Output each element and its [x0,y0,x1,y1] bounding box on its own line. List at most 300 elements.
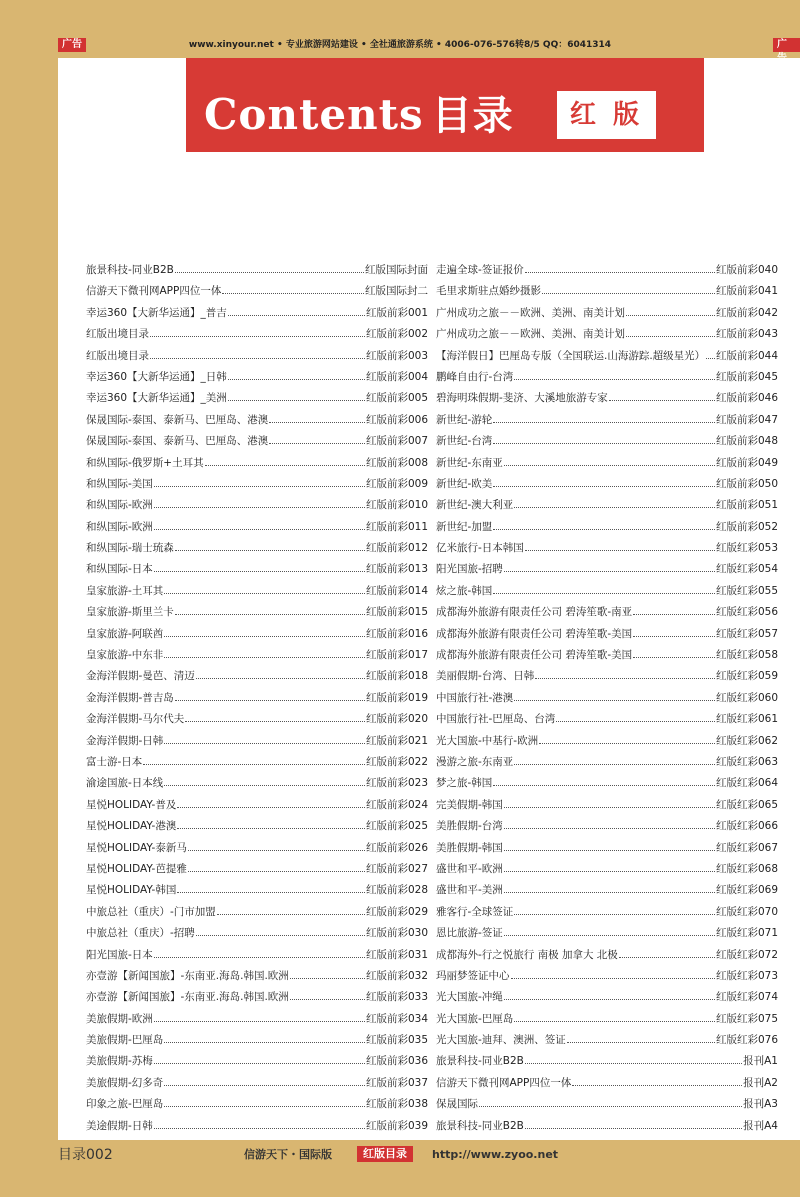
toc-entry[interactable] [436,622,778,643]
toc-entry-title: 信游天下微刊网APP四位一体 [436,1076,572,1089]
toc-entry-page: 红版红彩060 [715,691,778,704]
toc-entry[interactable] [436,1114,778,1135]
title-en: Contents [204,90,424,139]
toc-entry-title: 金海洋假期-普吉岛 [86,691,174,704]
toc-entry-page: 红版红彩068 [715,862,778,875]
toc-leader-dots [177,793,365,808]
toc-entry-page: 红版前彩008 [365,456,428,469]
toc-leader-dots [514,1007,715,1022]
toc-entry-page: 红版红彩062 [715,734,778,747]
toc-entry-page: 红版红彩064 [715,777,778,790]
toc-entry-page: 红版前彩051 [715,499,778,512]
toc-entry[interactable] [86,386,428,407]
toc-entry-title: 中旅总社（重庆）-门市加盟 [86,905,216,918]
toc-leader-dots [222,279,364,294]
toc-entry-title: 新世纪-东南亚 [436,456,503,469]
toc-entry-title: 玛丽梦签证中心 [436,969,510,982]
toc-entry-title: 亦壹游【新闻国旅】-东南亚.海岛.韩国.欧洲 [86,991,289,1004]
toc-leader-dots [164,643,365,658]
toc-entry-title: 广州成功之旅－－欧洲、美洲、南美计划 [436,306,625,319]
toc-leader-dots [188,857,365,872]
toc-entry-title: 和纵国际-欧洲 [86,499,153,512]
toc-entry-title: 富士游-日本 [86,755,143,768]
toc-entry[interactable] [436,664,778,685]
toc-entry-page: 红版红彩055 [715,584,778,597]
toc-entry[interactable] [86,943,428,964]
toc-entry-title: 旅景科技-同业B2B [436,1119,524,1132]
toc-entry-page: 红版国际封二 [365,285,428,298]
toc-leader-dots [205,451,365,466]
toc-entry-page: 红版前彩003 [365,349,428,362]
toc-entry-page: 红版红彩057 [715,627,778,640]
toc-leader-dots [514,493,715,508]
toc-entry-title: 皇家旅游-斯里兰卡 [86,606,174,619]
toc-leader-dots [188,836,365,851]
toc-entry-title: 漫游之旅-东南亚 [436,755,514,768]
toc-entry[interactable] [86,429,428,450]
toc-entry-page: 红版前彩047 [715,413,778,426]
toc-entry-page: 报刊A1 [743,1055,778,1068]
toc-entry[interactable] [86,664,428,685]
toc-entry[interactable] [86,1007,428,1028]
toc-entry[interactable] [436,279,778,300]
toc-entry-page: 报刊A4 [743,1119,778,1132]
toc-entry[interactable] [436,836,778,857]
toc-entry-page: 红版前彩028 [365,884,428,897]
toc-entry[interactable] [86,344,428,365]
toc-entry-title: 光大国旅-冲绳 [436,991,503,1004]
toc-leader-dots [514,750,715,765]
toc-entry[interactable] [86,258,428,279]
toc-entry-page: 红版前彩011 [365,520,428,533]
toc-entry-page: 红版前彩046 [715,392,778,405]
toc-entry-title: 皇家旅游-土耳其 [86,584,164,597]
toc-leader-dots [514,900,715,915]
toc-entry[interactable] [436,579,778,600]
toc-entry-title: 金海洋假期-马尔代夫 [86,713,185,726]
toc-entry-page: 红版前彩024 [365,798,428,811]
toc-entry[interactable] [436,857,778,878]
page-title [204,88,514,143]
toc-entry[interactable] [86,750,428,771]
toc-entry[interactable] [436,365,778,386]
toc-entry-page: 红版红彩076 [715,1034,778,1047]
toc-leader-dots [164,579,365,594]
toc-entry-page: 红版前彩013 [365,563,428,576]
toc-leader-dots [154,1049,365,1064]
toc-leader-dots [175,258,364,273]
toc-entry-title: 金海洋假期-日韩 [86,734,164,747]
toc-entry[interactable] [86,322,428,343]
toc-leader-dots [164,771,365,786]
toc-leader-dots [493,771,715,786]
toc-leader-dots [196,921,365,936]
toc-entry-page: 红版红彩074 [715,991,778,1004]
toc-leader-dots [154,493,365,508]
toc-entry[interactable] [436,258,778,279]
toc-entry-page: 红版前彩038 [365,1098,428,1111]
toc-leader-dots [619,943,715,958]
toc-leader-dots [228,301,365,316]
toc-entry[interactable] [436,515,778,536]
toc-entry[interactable] [86,707,428,728]
toc-entry-title: 亦壹游【新闻国旅】-东南亚.海岛.韩国.欧洲 [86,969,289,982]
toc-entry-title: 成都海外旅游有限责任公司 碧涛笙歌-美国 [436,627,633,640]
toc-entry-page: 红版前彩018 [365,670,428,683]
toc-entry[interactable] [436,814,778,835]
toc-entry-title: 和纵国际-日本 [86,563,153,576]
toc-entry[interactable] [86,985,428,1006]
toc-entry-page: 红版前彩048 [715,435,778,448]
toc-entry-title: 成都海外旅游有限责任公司 碧涛笙歌-美国 [436,649,633,662]
toc-leader-dots [290,985,365,1000]
toc-entry[interactable] [86,814,428,835]
top-bar [0,0,800,58]
toc-entry[interactable] [86,836,428,857]
toc-entry-page: 红版前彩043 [715,328,778,341]
toc-entry[interactable] [436,322,778,343]
toc-entry[interactable] [436,429,778,450]
toc-leader-dots [228,386,365,401]
toc-entry[interactable] [86,686,428,707]
toc-entry[interactable] [86,622,428,643]
toc-entry-page: 红版前彩044 [715,349,778,362]
toc-entry[interactable] [436,557,778,578]
toc-entry[interactable] [86,515,428,536]
toc-leader-dots [196,664,365,679]
toc-entry[interactable] [436,451,778,472]
toc-entry-page: 红版前彩049 [715,456,778,469]
toc-entry-page: 红版红彩066 [715,820,778,833]
toc-entry-title: 旅景科技-同业B2B [436,1055,524,1068]
toc-entry-page: 红版红彩070 [715,905,778,918]
toc-entry[interactable] [436,985,778,1006]
toc-entry-page: 红版前彩027 [365,862,428,875]
toc-entry-title: 渝途国旅-日本线 [86,777,164,790]
toc-entry-page: 红版前彩032 [365,969,428,982]
toc-leader-dots [504,814,715,829]
toc-leader-dots [154,472,365,487]
toc-entry[interactable] [436,600,778,621]
toc-entry-title: 新世纪-加盟 [436,520,493,533]
toc-entry-title: 【海洋假日】巴厘岛专版（全国联运.山海游踪.超级星光） [436,349,706,362]
toc-entry-title: 新世纪-台湾 [436,435,493,448]
toc-leader-dots [154,1114,365,1129]
toc-entry[interactable] [436,707,778,728]
toc-leader-dots [504,921,715,936]
toc-entry[interactable] [436,386,778,407]
toc-entry[interactable] [86,493,428,514]
toc-entry[interactable] [436,943,778,964]
toc-leader-dots [504,836,715,851]
toc-entry[interactable] [86,900,428,921]
toc-entry-page: 红版前彩021 [365,734,428,747]
toc-entry[interactable] [86,857,428,878]
toc-entry-title: 新世纪-游轮 [436,413,493,426]
footer-page-number: 目录002 [58,1147,113,1163]
toc-entry[interactable] [86,301,428,322]
toc-entry-page: 红版前彩001 [365,306,428,319]
toc-entry[interactable] [86,729,428,750]
toc-entry-page: 红版前彩020 [365,713,428,726]
toc-entry[interactable] [86,408,428,429]
toc-entry-page: 红版前彩025 [365,820,428,833]
toc-entry-page: 红版前彩022 [365,755,428,768]
toc-leader-dots [493,408,715,423]
toc-entry-page: 红版前彩052 [715,520,778,533]
toc-entry[interactable] [436,878,778,899]
toc-entry-title: 成都海外旅游有限责任公司 碧涛笙歌-南亚 [436,606,633,619]
toc-leader-dots [217,900,365,915]
toc-leader-dots [143,750,365,765]
toc-entry[interactable] [436,686,778,707]
toc-leader-dots [493,472,715,487]
toc-entry[interactable] [436,771,778,792]
toc-entry-title: 美旅假期-欧洲 [86,1012,153,1025]
toc-entry-title: 幸运360【大新华运通】_普吉 [86,306,227,319]
toc-entry-page: 红版红彩054 [715,563,778,576]
toc-entry-page: 红版前彩012 [365,542,428,555]
toc-entry-page: 报刊A3 [743,1098,778,1111]
toc-entry[interactable] [436,729,778,750]
toc-entry[interactable] [86,365,428,386]
toc-entry[interactable] [436,301,778,322]
toc-leader-dots [504,857,715,872]
toc-entry-page: 红版红彩059 [715,670,778,683]
toc-entry-page: 红版红彩075 [715,1012,778,1025]
toc-leader-dots [633,643,715,658]
toc-leader-dots [504,793,715,808]
toc-entry[interactable] [436,493,778,514]
toc-entry-title: 碧海明珠假期-斐济、大溪地旅游专家 [436,392,608,405]
toc-entry[interactable] [436,1049,778,1070]
toc-leader-dots [269,429,365,444]
toc-entry-title: 雅客行-全球签证 [436,905,514,918]
toc-leader-dots [164,1092,365,1107]
toc-entry-title: 新世纪-欧美 [436,477,493,490]
toc-entry-title: 光大国旅-中基行-欧洲 [436,734,539,747]
toc-entry-page: 红版前彩036 [365,1055,428,1068]
toc-entry-page: 红版红彩063 [715,755,778,768]
toc-entry-title: 保晟国际-泰国、泰新马、巴厘岛、港澳 [86,413,269,426]
toc-entry-page: 红版前彩017 [365,649,428,662]
toc-entry-title: 美旅假期-苏梅 [86,1055,153,1068]
toc-entry-page: 红版前彩050 [715,477,778,490]
toc-entry-title: 中国旅行社-巴厘岛、台湾 [436,713,556,726]
toc-entry-title: 星悦HOLIDAY-港澳 [86,820,177,833]
toc-entry-title: 旅景科技-同业B2B [86,264,174,276]
toc-leader-dots [185,707,365,722]
toc-leader-dots [626,322,715,337]
toc-entry-title: 梦之旅-韩国 [436,777,493,790]
toc-entry-title: 光大国旅-迪拜、澳洲、签证 [436,1034,566,1047]
ad-label-left: 广告 [58,38,86,52]
toc-entry-title: 美旅假期-巴厘岛 [86,1034,164,1047]
toc-entry-page: 红版前彩030 [365,927,428,940]
toc-entry-page: 报刊A2 [743,1076,778,1089]
toc-leader-dots [290,964,365,979]
toc-entry-title: 美胜假期-韩国 [436,841,503,854]
toc-entry[interactable] [86,1092,428,1113]
toc-entry-title: 印象之旅-巴厘岛 [86,1098,164,1111]
toc-entry-title: 和纵国际-瑞士琉森 [86,542,174,555]
toc-entry-title: 广州成功之旅－－欧洲、美洲、南美计划 [436,328,625,341]
toc-entry[interactable] [86,279,428,300]
toc-leader-dots [535,664,715,679]
toc-entry-page: 红版前彩015 [365,606,428,619]
toc-entry-title: 保晟国际 [436,1098,478,1111]
toc-entry[interactable] [436,921,778,942]
toc-leader-dots [539,729,715,744]
toc-entry-page: 红版红彩061 [715,713,778,726]
toc-entry-title: 信游天下微刊网APP四位一体 [86,285,222,298]
toc-entry-page: 红版前彩026 [365,841,428,854]
toc-leader-dots [150,344,365,359]
toc-entry[interactable] [86,557,428,578]
toc-entry-title: 中国旅行社-港澳 [436,691,514,704]
toc-entry[interactable] [436,1071,778,1092]
toc-entry-page: 红版红彩071 [715,927,778,940]
toc-leader-dots [542,279,715,294]
toc-entry-page: 红版红彩067 [715,841,778,854]
toc-leader-dots [633,622,715,637]
toc-entry[interactable] [436,536,778,557]
toc-entry[interactable] [86,921,428,942]
toc-entry[interactable] [86,1071,428,1092]
toc-leader-dots [504,451,715,466]
toc-leader-dots [504,557,715,572]
footer-section-tag: 红版目录 [357,1146,413,1162]
toc-entry-title: 皇家旅游-阿联酋 [86,627,164,640]
toc-leader-dots [175,686,365,701]
toc-entry[interactable] [86,771,428,792]
toc-entry[interactable] [436,900,778,921]
toc-entry-title: 红版出境目录 [86,349,149,362]
toc-leader-dots [525,258,715,273]
toc-entry[interactable] [436,472,778,493]
toc-leader-dots [154,515,365,530]
toc-entry[interactable] [86,472,428,493]
toc-entry-page: 红版前彩009 [365,477,428,490]
toc-entry-title: 新世纪-澳大利亚 [436,499,514,512]
toc-entry-page: 红版红彩069 [715,884,778,897]
toc-leader-dots [154,1007,365,1022]
ad-label-right: 广 [773,38,800,52]
toc-column-left [86,258,428,1135]
toc-entry-title: 盛世和平-欧洲 [436,862,503,875]
toc-entry-page: 红版红彩065 [715,798,778,811]
toc-entry-title: 金海洋假期-曼芭、清迈 [86,670,195,683]
toc-entry[interactable] [86,793,428,814]
toc-entry[interactable] [86,536,428,557]
toc-entry[interactable] [86,579,428,600]
toc-entry[interactable] [436,1028,778,1049]
toc-entry-title: 和纵国际-欧洲 [86,520,153,533]
toc-leader-dots [154,557,365,572]
toc-entry[interactable] [86,1114,428,1135]
toc-leader-dots [175,536,365,551]
toc-entry-title: 保晟国际-泰国、泰新马、巴厘岛、港澳 [86,435,269,448]
toc-entry-page: 红版红彩058 [715,649,778,662]
toc-entry-page: 红版前彩019 [365,691,428,704]
toc-entry-page: 红版前彩016 [365,627,428,640]
toc-leader-dots [514,365,715,380]
toc-entry-title: 完美假期-韩国 [436,798,503,811]
footer-url[interactable]: http://www.zyoo.net [432,1148,559,1161]
toc-entry[interactable] [86,600,428,621]
title-cn: 目录 [431,93,514,139]
contents-banner [186,58,704,152]
toc-entry[interactable] [436,643,778,664]
toc-entry[interactable] [436,1007,778,1028]
toc-leader-dots [493,579,715,594]
toc-leader-dots [525,1114,742,1129]
toc-entry[interactable] [86,451,428,472]
toc-entry-page: 红版红彩073 [715,969,778,982]
toc-leader-dots [228,365,365,380]
toc-entry-page: 红版前彩037 [365,1076,428,1089]
toc-entry[interactable] [436,750,778,771]
toc-entry-page: 红版红彩056 [715,606,778,619]
toc-leader-dots [493,429,715,444]
toc-entry[interactable] [436,344,778,365]
toc-entry-page: 红版前彩039 [365,1119,428,1132]
toc-leader-dots [511,964,715,979]
toc-leader-dots [150,322,365,337]
toc-entry-title: 星悦HOLIDAY-普及 [86,798,177,811]
toc-entry[interactable] [86,643,428,664]
toc-entry-page: 红版前彩045 [715,370,778,383]
toc-entry-page: 红版前彩031 [365,948,428,961]
toc-entry-page: 红版前彩002 [365,328,428,341]
toc-entry[interactable] [86,964,428,985]
toc-entry-title: 美途假期-日韩 [86,1119,153,1132]
toc-leader-dots [706,344,715,359]
header-info-text: www.xinyour.net • 专业旅游网站建设 • 全社通旅游系统 • 4006-076-576转8/5 QQ：6041314 [188,40,612,50]
toc-entry[interactable] [436,1092,778,1113]
toc-entry-title: 幸运360【大新华运通】_日韩 [86,370,227,383]
toc-entry[interactable] [436,964,778,985]
toc-leader-dots [525,1049,742,1064]
toc-leader-dots [556,707,715,722]
toc-entry[interactable] [86,1028,428,1049]
toc-entry[interactable] [86,1049,428,1070]
toc-entry-title: 星悦HOLIDAY-韩国 [86,884,177,897]
toc-leader-dots [164,729,365,744]
toc-entry-page: 红版前彩035 [365,1034,428,1047]
toc-entry-page: 红版前彩007 [365,435,428,448]
toc-entry-title: 星悦HOLIDAY-芭提雅 [86,862,187,875]
toc-leader-dots [177,878,365,893]
footer [0,1140,800,1170]
toc-leader-dots [164,1028,365,1043]
toc-entry-title: 炫之旅-韩国 [436,584,493,597]
toc-entry[interactable] [436,408,778,429]
toc-entry[interactable] [86,878,428,899]
toc-leader-dots [626,301,715,316]
toc-leader-dots [525,536,715,551]
toc-entry-title: 和纵国际-美国 [86,477,153,490]
toc-entry-title: 红版出境目录 [86,328,149,341]
toc-leader-dots [504,985,715,1000]
toc-entry-title: 走遍全球-签证报价 [436,264,524,276]
footer-brand: 信游天下・国际版 [244,1148,332,1161]
edition-badge: 红 版 [557,91,656,139]
toc-entry-page: 红版前彩005 [365,392,428,405]
toc-leader-dots [633,600,715,615]
toc-entry-page: 红版前彩004 [365,370,428,383]
toc-entry[interactable] [436,793,778,814]
